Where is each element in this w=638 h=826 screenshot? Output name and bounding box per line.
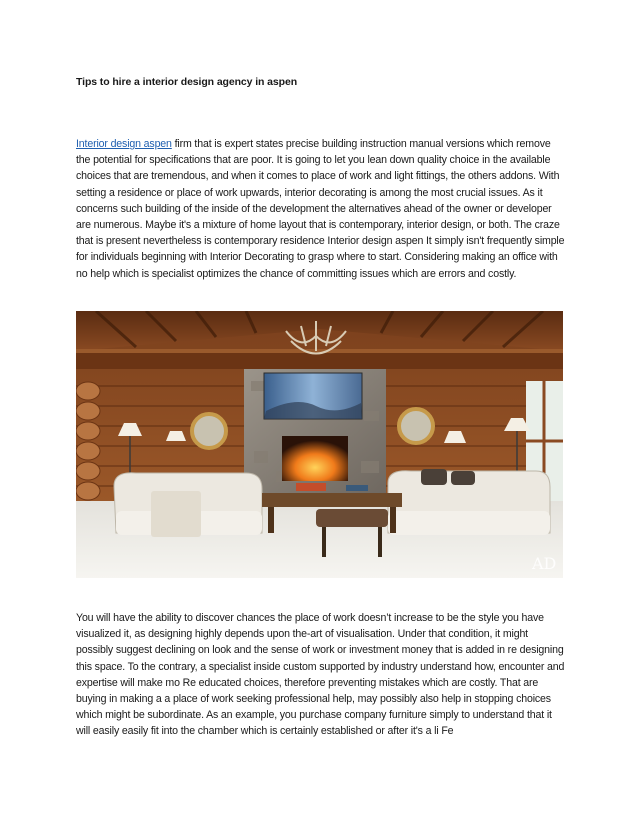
- intro-paragraph: [76, 136, 566, 282]
- interior-design-aspen-link[interactable]: Interior design aspen: [76, 138, 172, 150]
- second-paragraph: You will have the ability to discover chances the place of work doesn’t increase to be the style you have visualized it, as designing highly depends upon the-art of visualisation. Under that condition, it might possibly suggest declining on look and the sense of work or investment money that is added in re designing this space. To the contrary, a specialist inside custom supported by industry understand how, encounter and expertise will make mo Re educated choices, therefore preventing mistakes which are costly. That are buying in making a a place of work seeking professional help, may possibly also help in stopping choices which might be subordinate. As an example, you purchase company furniture simply to understand that it will easily easily fit into the chamber which is certainly established or after it's a li Fe: [76, 612, 565, 738]
- document-title: Tips to hire a interior design agency in aspen: [76, 76, 298, 88]
- living-room-photo: [76, 311, 563, 578]
- intro-paragraph-text: firm that is expert states precise building instruction manual versions which remove the potential for specifications that are poor. It is going to let you lean down quality choice in the available choices that are tremendous, and when it comes to place of work and light fittings, the others addons. With setting a residence or place of work upwards, interior decorating is among the most crucial issues. As it concerns such building of the inside of the development the alternatives ahead of the owner or developer are numerous. Maybe it's a mixture of home layout that is contemporary, interior design, or both. The craze that is present nevertheless is contemporary residence Interior design aspen It simply isn't frequently simple for individuals beginning with Interior Decorating to grasp where to start. Considering making an office with no help which is specialist optimizes the chance of committing issues which are errors and costly.: [76, 138, 565, 280]
- image-watermark: AD: [532, 554, 557, 573]
